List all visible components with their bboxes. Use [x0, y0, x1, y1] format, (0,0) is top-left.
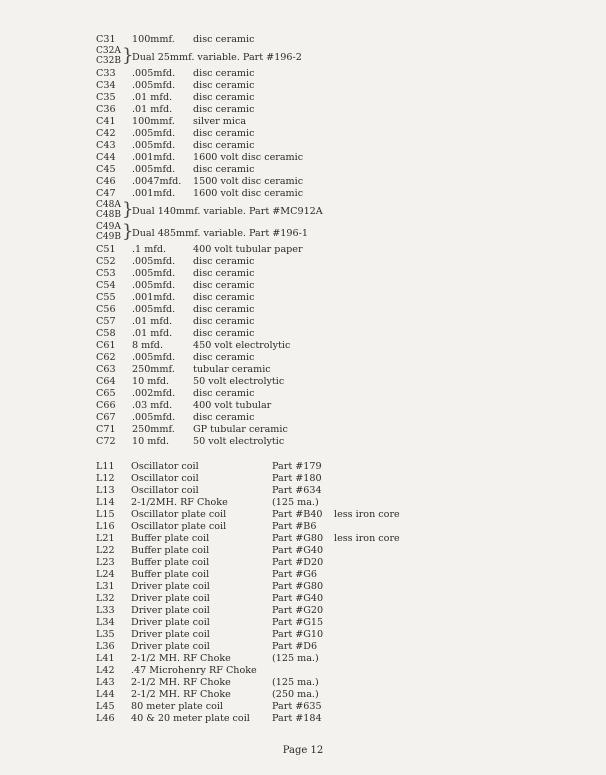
part-id: C71 [96, 424, 116, 435]
part-id: L46 [96, 713, 115, 724]
part-id: L31 [96, 581, 115, 592]
part-number: Part #635 [272, 701, 322, 712]
part-id: C42 [96, 128, 116, 139]
part-id: L14 [96, 497, 115, 508]
part-id: C49A C49B [96, 222, 121, 242]
part-id: C32A C32B [96, 46, 121, 66]
part-id: C52 [96, 256, 116, 267]
part-id: C54 [96, 280, 116, 291]
part-id: C47 [96, 188, 116, 199]
part-id: C61 [96, 340, 116, 351]
capacitor-row [0, 116, 606, 128]
part-id: C56 [96, 304, 116, 315]
part-number: Part #180 [272, 473, 322, 484]
part-description: disc ceramic [193, 256, 255, 267]
part-description: disc ceramic [193, 280, 255, 291]
part-description: Oscillator plate coil [131, 509, 227, 520]
part-description: 2-1/2 MH. RF Choke [131, 653, 231, 664]
capacitor-row [0, 328, 606, 340]
part-description: 40 & 20 meter plate coil [131, 713, 250, 724]
part-value: .005mfd. [132, 140, 176, 151]
inductor-row [0, 665, 606, 677]
part-description: disc ceramic [193, 304, 255, 315]
inductor-row [0, 473, 606, 485]
part-id: C72 [96, 436, 116, 447]
part-description: disc ceramic [193, 352, 255, 363]
part-description: disc ceramic [193, 104, 255, 115]
part-value: .005mfd. [132, 80, 176, 91]
part-id: C64 [96, 376, 116, 387]
part-value: .005mfd. [132, 280, 176, 291]
capacitor-row [0, 244, 606, 256]
part-note: less iron core [334, 509, 400, 520]
part-description: disc ceramic [193, 268, 255, 279]
part-id: C55 [96, 292, 116, 303]
part-id: L21 [96, 533, 115, 544]
part-number: Part #B6 [272, 521, 317, 532]
part-description: disc ceramic [193, 68, 255, 79]
dual-capacitor-row [0, 222, 606, 244]
part-id: C65 [96, 388, 116, 399]
part-description: Oscillator plate coil [131, 521, 227, 532]
capacitor-row [0, 400, 606, 412]
part-id: L41 [96, 653, 115, 664]
capacitor-row [0, 388, 606, 400]
part-value: .005mfd. [132, 68, 176, 79]
part-description: silver mica [193, 116, 247, 127]
part-value: .01 mfd. [132, 104, 173, 115]
part-description: 1600 volt disc ceramic [193, 188, 304, 199]
part-value: .1 mfd. [132, 244, 167, 255]
inductor-row [0, 617, 606, 629]
inductor-row [0, 593, 606, 605]
part-description: Driver plate coil [131, 581, 210, 592]
part-description: 2-1/2MH. RF Choke [131, 497, 228, 508]
part-description: tubular ceramic [193, 364, 271, 375]
capacitor-row [0, 164, 606, 176]
part-number: Part #B40 [272, 509, 323, 520]
part-value: .01 mfd. [132, 316, 173, 327]
capacitor-row [0, 364, 606, 376]
capacitor-row [0, 340, 606, 352]
part-description: disc ceramic [193, 164, 255, 175]
part-id: C45 [96, 164, 116, 175]
part-id: C53 [96, 268, 116, 279]
dual-capacitor-row [0, 46, 606, 68]
part-number: (125 ma.) [272, 677, 319, 688]
part-description: Driver plate coil [131, 629, 210, 640]
inductor-row [0, 713, 606, 725]
part-description: Buffer plate coil [131, 545, 210, 556]
part-description: .47 Microhenry RF Choke [131, 665, 257, 676]
part-id: C62 [96, 352, 116, 363]
capacitor-row [0, 140, 606, 152]
part-value: .005mfd. [132, 412, 176, 423]
capacitor-row [0, 376, 606, 388]
capacitor-row [0, 256, 606, 268]
part-number: Part #G20 [272, 605, 324, 616]
part-description: 400 volt tubular paper [193, 244, 303, 255]
part-id: C67 [96, 412, 116, 423]
part-description: disc ceramic [193, 34, 255, 45]
inductor-row [0, 581, 606, 593]
part-description: Buffer plate coil [131, 557, 210, 568]
part-id: L45 [96, 701, 115, 712]
part-id: L12 [96, 473, 115, 484]
part-description: Oscillator coil [131, 473, 199, 484]
inductor-row [0, 509, 606, 521]
part-id: C44 [96, 152, 116, 163]
capacitor-row [0, 316, 606, 328]
part-description: 80 meter plate coil [131, 701, 223, 712]
part-id: L36 [96, 641, 115, 652]
inductor-row [0, 653, 606, 665]
inductor-row [0, 641, 606, 653]
part-id: C41 [96, 116, 116, 127]
part-id: C48A C48B [96, 200, 121, 220]
part-description: 2-1/2 MH. RF Choke [131, 677, 231, 688]
capacitor-row [0, 92, 606, 104]
inductor-row [0, 701, 606, 713]
capacitor-row [0, 104, 606, 116]
capacitor-row [0, 424, 606, 436]
capacitor-row [0, 188, 606, 200]
capacitor-row [0, 280, 606, 292]
part-description: Driver plate coil [131, 641, 210, 652]
capacitor-row [0, 268, 606, 280]
part-id: C51 [96, 244, 116, 255]
part-id: L35 [96, 629, 115, 640]
part-description: Driver plate coil [131, 617, 210, 628]
capacitor-row [0, 436, 606, 448]
part-id: C66 [96, 400, 116, 411]
brace-icon: } [122, 199, 134, 220]
part-description: disc ceramic [193, 388, 255, 399]
part-value: .005mfd. [132, 352, 176, 363]
part-number: Part #184 [272, 713, 322, 724]
part-description: 2-1/2 MH. RF Choke [131, 689, 231, 700]
part-id: C36 [96, 104, 116, 115]
part-number: Part #D6 [272, 641, 318, 652]
part-value: 250mmf. [132, 424, 175, 435]
part-description: disc ceramic [193, 80, 255, 91]
part-id: C35 [96, 92, 116, 103]
part-value: .0047mfd. [132, 176, 182, 187]
part-value: 10 mfd. [132, 376, 170, 387]
part-description: disc ceramic [193, 292, 255, 303]
part-id: L43 [96, 677, 115, 688]
part-number: Part #G40 [272, 593, 324, 604]
part-id: C57 [96, 316, 116, 327]
part-description: disc ceramic [193, 316, 255, 327]
part-value: .01 mfd. [132, 92, 173, 103]
part-number: (250 ma.) [272, 689, 319, 700]
part-description: Driver plate coil [131, 593, 210, 604]
inductor-row [0, 605, 606, 617]
part-number: Part #G10 [272, 629, 324, 640]
part-number: (125 ma.) [272, 497, 319, 508]
part-description: Oscillator coil [131, 485, 199, 496]
capacitor-row [0, 176, 606, 188]
part-id: L16 [96, 521, 115, 532]
part-value: .005mfd. [132, 268, 176, 279]
inductor-row [0, 677, 606, 689]
part-id: L24 [96, 569, 115, 580]
part-note: less iron core [334, 533, 400, 544]
part-number: Part #G80 [272, 581, 324, 592]
part-id: L23 [96, 557, 115, 568]
part-value: .005mfd. [132, 256, 176, 267]
inductor-list [0, 461, 606, 725]
part-value: .001mfd. [132, 188, 176, 199]
inductor-row [0, 461, 606, 473]
part-value: .03 mfd. [132, 400, 173, 411]
part-id: L32 [96, 593, 115, 604]
capacitor-row [0, 34, 606, 46]
part-id: C58 [96, 328, 116, 339]
part-value: .001mfd. [132, 152, 176, 163]
dual-description: Dual 140mmf. variable. Part #MC912A [132, 206, 323, 217]
part-description: Driver plate coil [131, 605, 210, 616]
capacitor-row [0, 128, 606, 140]
capacitor-list [0, 34, 606, 448]
dual-capacitor-row [0, 200, 606, 222]
part-description: disc ceramic [193, 412, 255, 423]
part-number: Part #G6 [272, 569, 318, 580]
part-id: L22 [96, 545, 115, 556]
part-value: 100mmf. [132, 116, 175, 127]
dual-description: Dual 25mmf. variable. Part #196-2 [132, 52, 302, 63]
part-id: L34 [96, 617, 115, 628]
part-description: disc ceramic [193, 328, 255, 339]
part-description: Buffer plate coil [131, 569, 210, 580]
inductor-row [0, 533, 606, 545]
part-description: Oscillator coil [131, 461, 199, 472]
part-number: Part #G40 [272, 545, 324, 556]
capacitor-row [0, 352, 606, 364]
part-value: 250mmf. [132, 364, 175, 375]
inductor-row [0, 485, 606, 497]
part-description: Buffer plate coil [131, 533, 210, 544]
part-id: L33 [96, 605, 115, 616]
capacitor-row [0, 80, 606, 92]
part-number: Part #D20 [272, 557, 324, 568]
capacitor-row [0, 304, 606, 316]
part-description: 50 volt electrolytic [193, 376, 285, 387]
brace-icon: } [122, 45, 134, 66]
part-value: 10 mfd. [132, 436, 170, 447]
page-number: Page 12 [282, 745, 324, 756]
part-id: C43 [96, 140, 116, 151]
part-description: disc ceramic [193, 140, 255, 151]
inductor-row [0, 521, 606, 533]
part-value: .005mfd. [132, 164, 176, 175]
part-number: (125 ma.) [272, 653, 319, 664]
capacitor-row [0, 412, 606, 424]
inductor-row [0, 629, 606, 641]
part-value: .01 mfd. [132, 328, 173, 339]
part-number: Part #634 [272, 485, 322, 496]
part-number: Part #G80 [272, 533, 324, 544]
part-description: GP tubular ceramic [193, 424, 288, 435]
part-id: L13 [96, 485, 115, 496]
dual-description: Dual 485mmf. variable. Part #196-1 [132, 228, 308, 239]
part-id: L44 [96, 689, 115, 700]
part-description: 1600 volt disc ceramic [193, 152, 304, 163]
part-value: 100mmf. [132, 34, 175, 45]
part-value: .002mfd. [132, 388, 176, 399]
part-value: .001mfd. [132, 292, 176, 303]
part-id: C34 [96, 80, 116, 91]
inductor-row [0, 497, 606, 509]
part-id: L11 [96, 461, 115, 472]
part-id: C33 [96, 68, 116, 79]
part-number: Part #179 [272, 461, 322, 472]
part-description: 1500 volt disc ceramic [193, 176, 304, 187]
part-id: L42 [96, 665, 115, 676]
capacitor-row [0, 68, 606, 80]
part-value: .005mfd. [132, 128, 176, 139]
part-id: L15 [96, 509, 115, 520]
capacitor-row [0, 152, 606, 164]
part-id: C46 [96, 176, 116, 187]
part-number: Part #G15 [272, 617, 324, 628]
brace-icon: } [122, 221, 134, 242]
inductor-row [0, 545, 606, 557]
part-description: 50 volt electrolytic [193, 436, 285, 447]
part-description: 450 volt electrolytic [193, 340, 291, 351]
inductor-row [0, 689, 606, 701]
capacitor-row [0, 292, 606, 304]
part-description: disc ceramic [193, 92, 255, 103]
part-description: 400 volt tubular [193, 400, 272, 411]
part-description: disc ceramic [193, 128, 255, 139]
inductor-row [0, 557, 606, 569]
part-value: 8 mfd. [132, 340, 163, 351]
part-value: .005mfd. [132, 304, 176, 315]
inductor-row [0, 569, 606, 581]
part-id: C63 [96, 364, 116, 375]
part-id: C31 [96, 34, 116, 45]
